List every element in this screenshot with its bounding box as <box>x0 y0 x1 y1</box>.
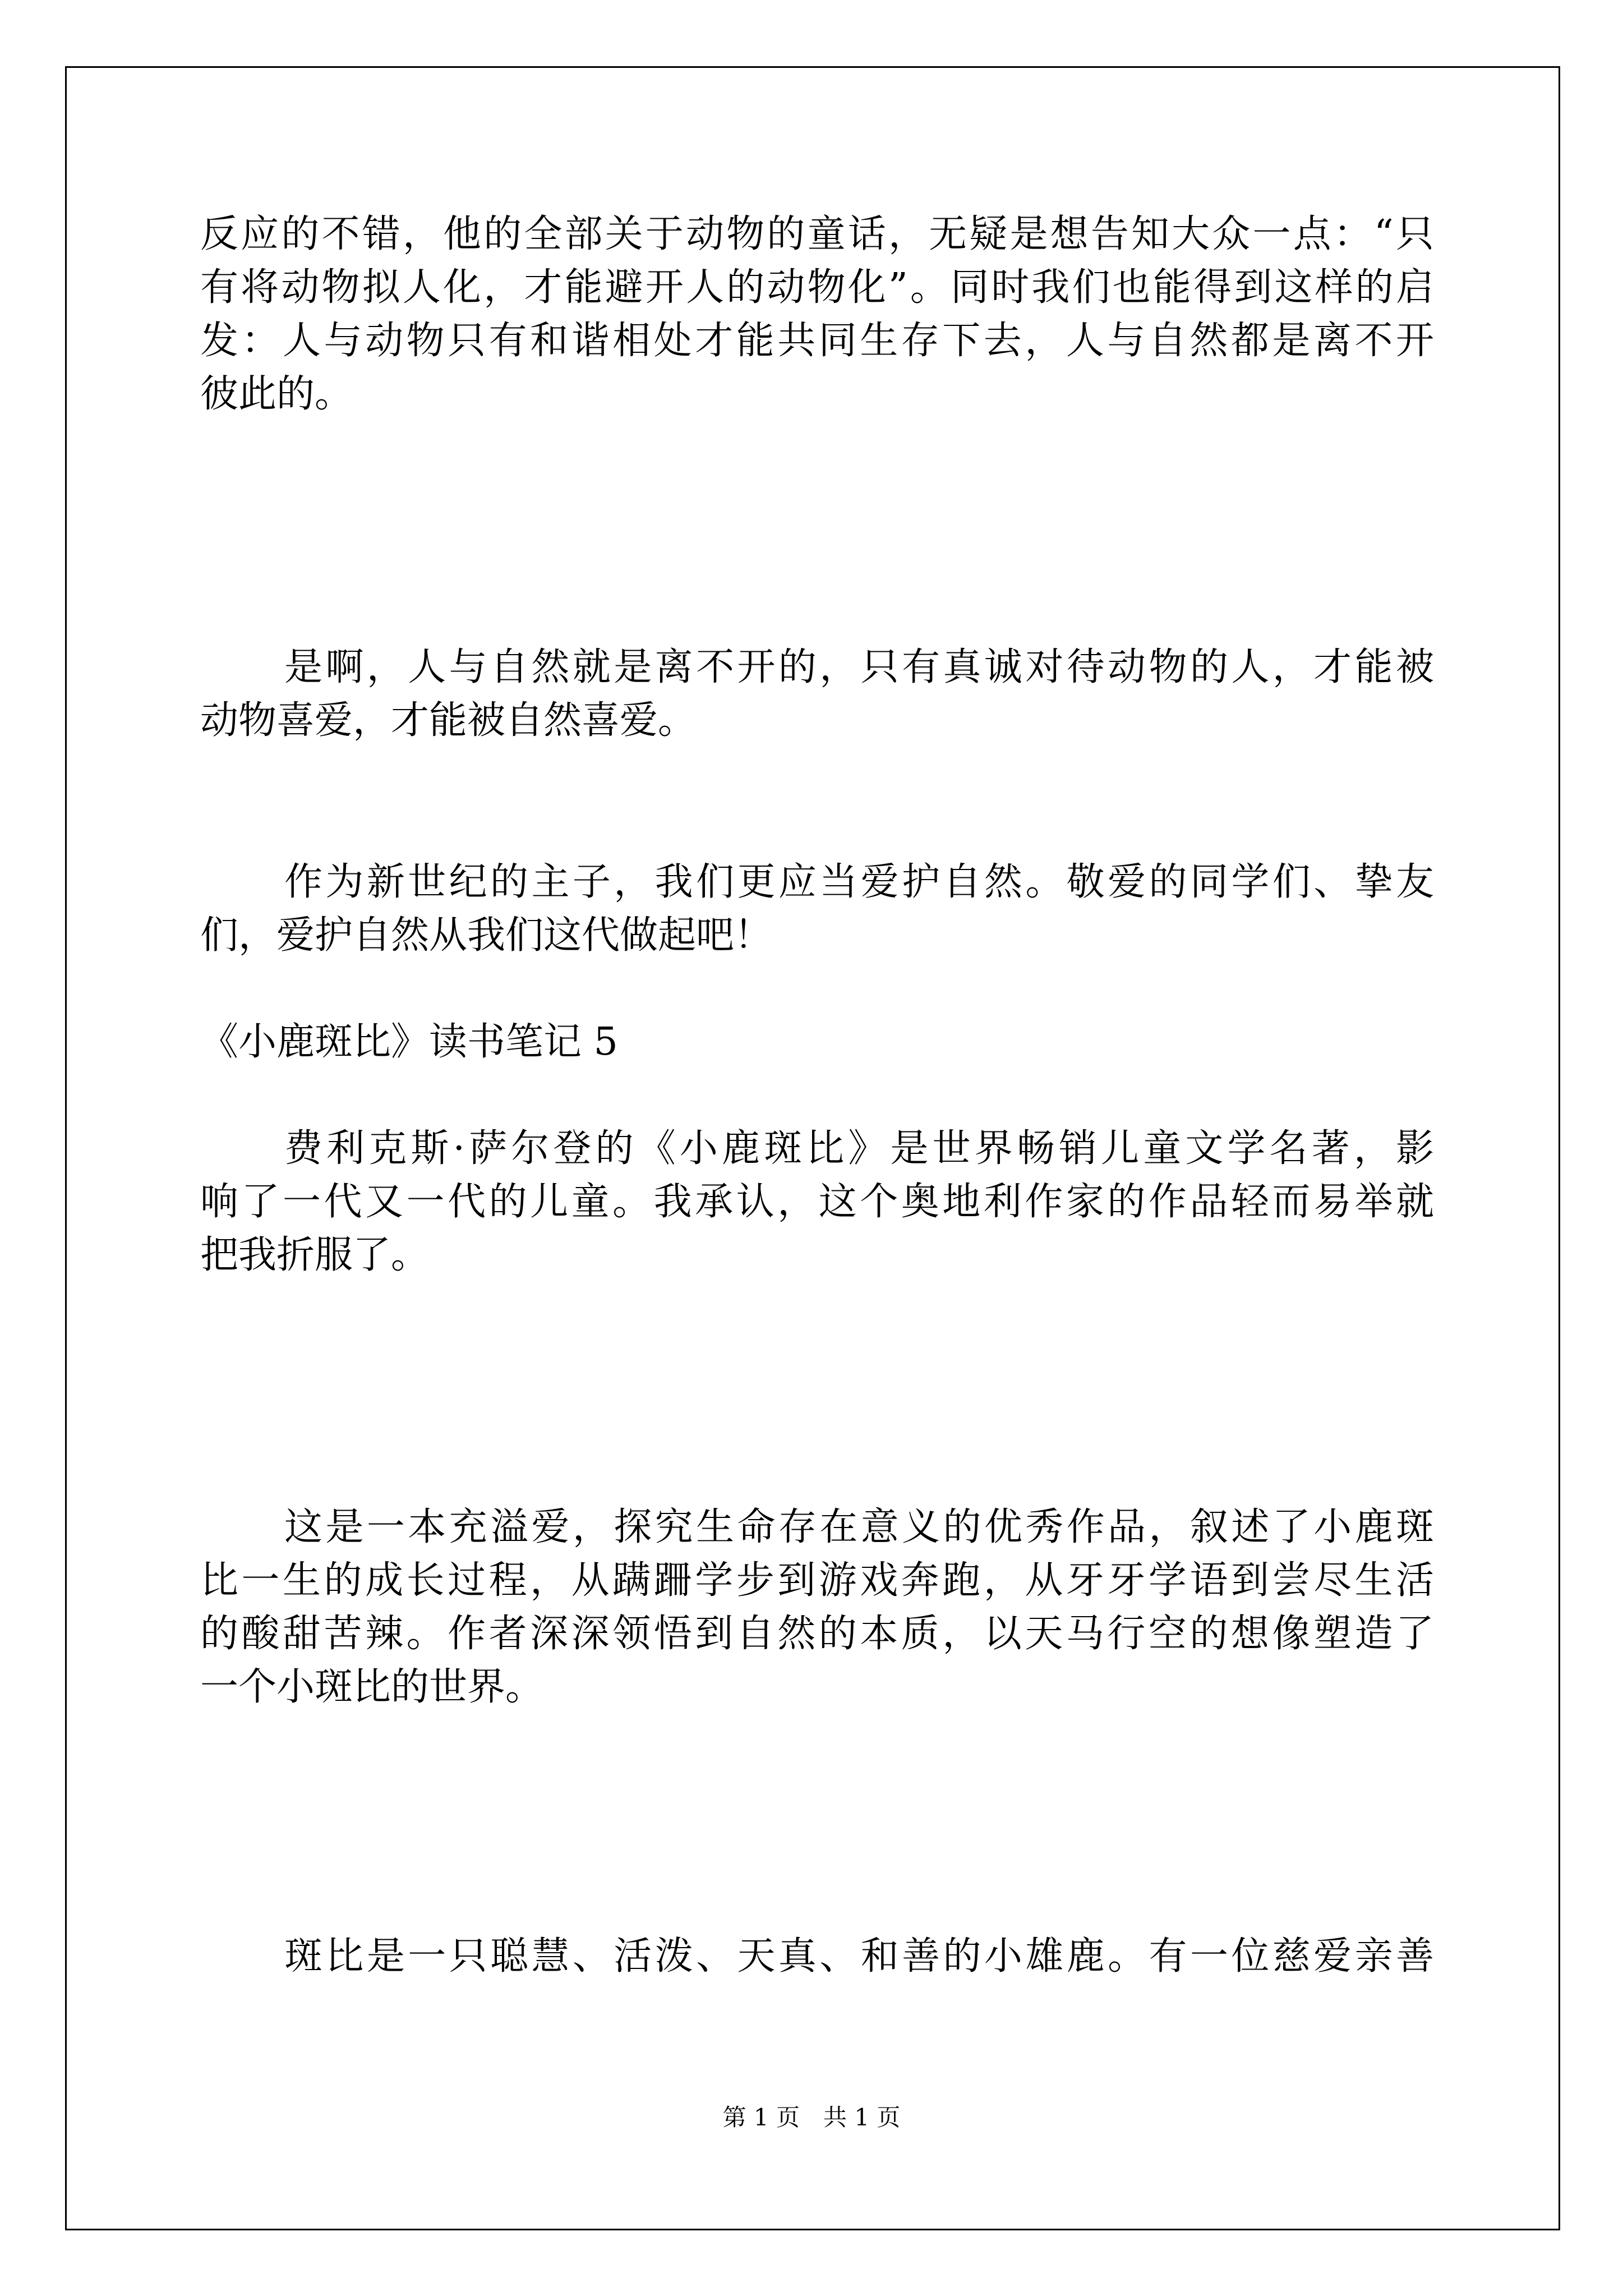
page-footer: 第 1 页 共 1 页 <box>722 2104 901 2131</box>
text-line: 反应的不错，他的全部关于动物的童话，无疑是想告知大众一点：“只 <box>200 212 1434 256</box>
text-line: 发：人与动物只有和谐相处才能共同生存下去，人与自然都是离不开 <box>200 319 1434 363</box>
text-line: 费利克斯·萨尔登的《小鹿斑比》是世界畅销儿童文学名著，影 <box>284 1126 1434 1171</box>
paragraph-2 <box>200 641 1434 747</box>
text-line: 的酸甜苦辣。作者深深领悟到自然的本质，以天马行空的想像塑造了 <box>200 1612 1434 1656</box>
heading-text: 《小鹿斑比》读书笔记 5 <box>200 1020 618 1064</box>
paragraph-4 <box>200 1122 1434 1282</box>
paragraph-6 <box>200 1930 1434 1983</box>
text-line: 作为新世纪的主子，我们更应当爱护自然。敬爱的同学们、挚友 <box>284 860 1434 904</box>
text-line: 们，爱护自然从我们这代做起吧！ <box>200 913 773 958</box>
text-line: 一个小斑比的世界。 <box>200 1665 544 1709</box>
text-line: 动物喜爱，才能被自然喜爱。 <box>200 698 697 743</box>
document-body <box>200 208 1434 421</box>
text-line: 斑比是一只聪慧、活泼、天真、和善的小雄鹿。有一位慈爱亲善 <box>284 1934 1434 1978</box>
section-heading <box>200 1015 1434 1069</box>
text-line: 比一生的成长过程，从蹒跚学步到游戏奔跑，从牙牙学语到尝尽生活 <box>200 1558 1434 1603</box>
text-line: 这是一本充溢爱，探究生命存在意义的优秀作品，叙述了小鹿斑 <box>284 1505 1434 1549</box>
paragraph-3 <box>200 855 1434 962</box>
text-line: 把我折服了。 <box>200 1233 430 1277</box>
text-line: 彼此的。 <box>200 372 353 416</box>
text-line: 是啊，人与自然就是离不开的，只有真诚对待动物的人，才能被 <box>284 645 1434 689</box>
paragraph-5 <box>200 1501 1434 1714</box>
text-line: 响了一代又一代的儿童。我承认，这个奥地利作家的作品轻而易举就 <box>200 1180 1434 1224</box>
text-line: 有将动物拟人化，才能避开人的动物化”。同时我们也能得到这样的启 <box>200 265 1434 310</box>
